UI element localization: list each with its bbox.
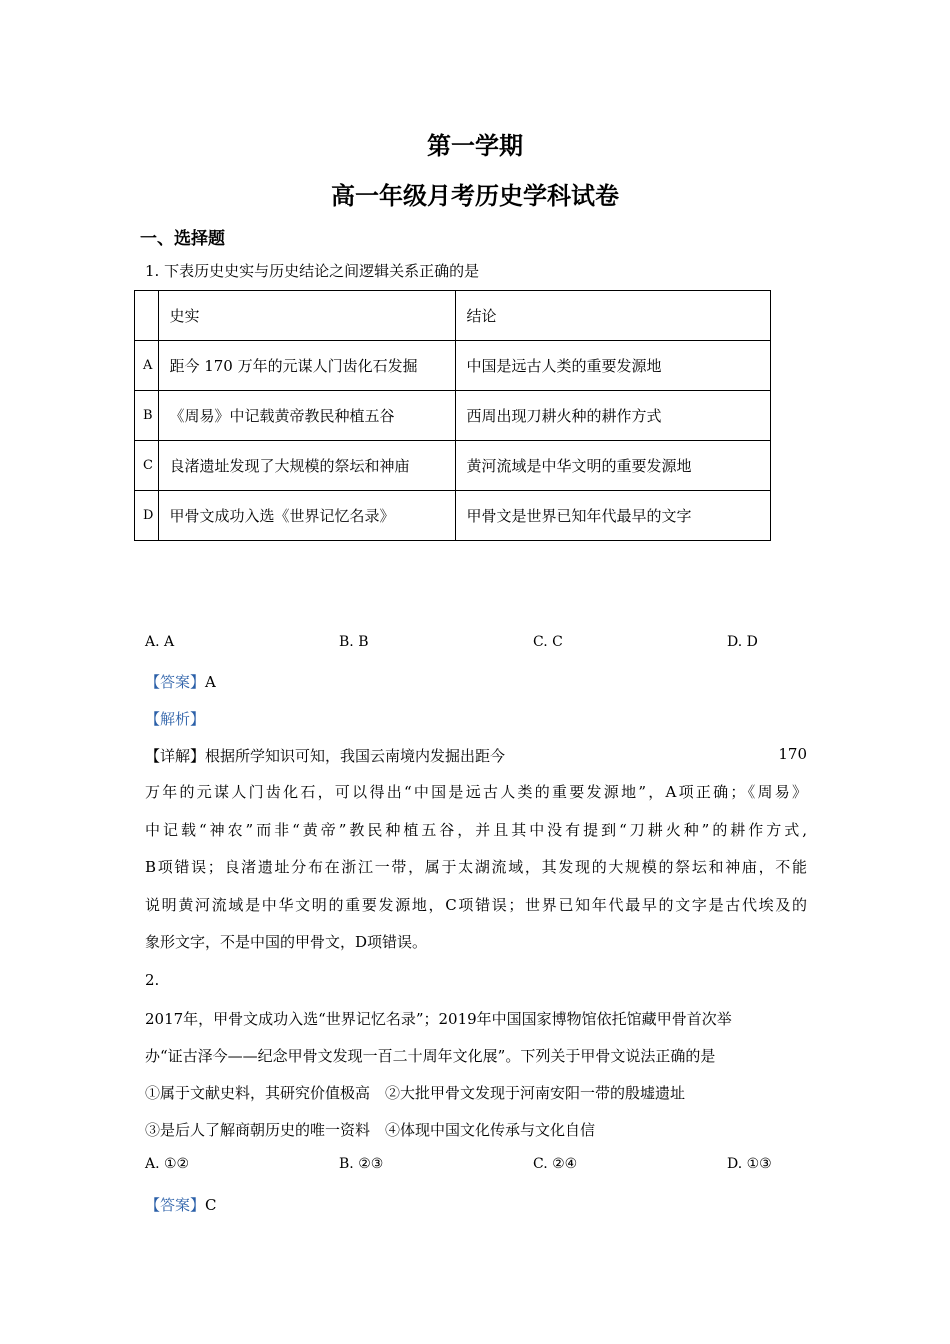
row-fact: 甲骨文成功入选《世界记忆名录》 (159, 491, 456, 541)
answer-tag: 【答案】 (145, 673, 206, 691)
section-title: 一、选择题 (140, 229, 225, 249)
row-key: B (135, 391, 159, 441)
exam-title: 高一年级月考历史学科试卷 (331, 181, 619, 210)
q2-option-d: D. ①③ (727, 1156, 772, 1172)
analysis-tag: 【解析】 (145, 710, 206, 728)
q1-table (134, 290, 771, 541)
row-fact: 《周易》中记载黄帝教民种植五谷 (159, 391, 456, 441)
q1-stem: 1. 下表历史史实与历史结论之间逻辑关系正确的是 (145, 262, 480, 280)
q2-answer (145, 1194, 217, 1215)
detail-line: 万年的元谋人门齿化石，可以得出“中国是远古人类的重要发源地”，A项正确；《周易》 (145, 783, 807, 801)
page-title: 第一学期 (427, 131, 523, 160)
q1-option-a: A. A (145, 634, 175, 650)
row-key: C (135, 441, 159, 491)
row-key: A (135, 341, 159, 391)
table-header-fact: 史实 (159, 291, 456, 341)
q2-items-line1: ①属于文献史料，其研究价值极高 ②大批甲骨文发现于河南安阳一带的殷墟遗址 (145, 1084, 686, 1102)
answer-value: C (205, 1196, 217, 1214)
detail-line: 象形文字，不是中国的甲骨文，D项错误。 (145, 933, 428, 952)
table-row (135, 391, 771, 441)
answer-tag: 【答案】 (145, 1196, 206, 1214)
detail-line: 说明黄河流域是中华文明的重要发源地，C项错误；世界已知年代最早的文字是古代埃及的 (145, 895, 807, 914)
detail-number: 170 (778, 745, 807, 763)
q1-detail-body (145, 774, 807, 962)
table-header-conclusion: 结论 (456, 291, 771, 341)
table-corner-cell (135, 291, 159, 341)
row-conclusion: 西周出现刀耕火种的耕作方式 (456, 391, 771, 441)
q1-option-c: C. C (533, 634, 563, 650)
row-fact: 距今 170 万年的元谋人门齿化石发掘 (159, 341, 456, 391)
q2-stem-line2: 办“证古泽今——纪念甲骨文发现一百二十周年文化展”。下列关于甲骨文说法正确的是 (145, 1047, 716, 1065)
q1-detail-first-line (145, 745, 505, 766)
q1-option-b: B. B (339, 634, 369, 650)
q1-analysis-label (145, 708, 205, 729)
detail-text: 根据所学知识可知，我国云南境内发掘出距今 (205, 747, 506, 765)
q2-number: 2. (145, 971, 160, 989)
answer-value: A (205, 673, 216, 691)
row-conclusion: 甲骨文是世界已知年代最早的文字 (456, 491, 771, 541)
q2-option-a: A. ①② (145, 1156, 190, 1172)
q2-option-b: B. ②③ (339, 1156, 384, 1172)
table-row (135, 441, 771, 491)
detail-line: 中记载“神农”而非“黄帝”教民种植五谷，并且其中没有提到“刀耕火种”的耕作方式, (145, 820, 807, 839)
row-conclusion: 中国是远古人类的重要发源地 (456, 341, 771, 391)
row-key: D (135, 491, 159, 541)
q2-items-line2: ③是后人了解商朝历史的唯一资料 ④体现中国文化传承与文化自信 (145, 1121, 596, 1139)
detail-tag: 【详解】 (145, 747, 206, 765)
q1-option-d: D. D (727, 634, 758, 650)
q2-option-c: C. ②④ (533, 1156, 578, 1172)
q2-stem-line1: 2017年，甲骨文成功入选“世界记忆名录”；2019年中国国家博物馆依托馆藏甲骨首次举 (145, 1010, 732, 1028)
table-row (135, 491, 771, 541)
row-fact: 良渚遗址发现了大规模的祭坛和神庙 (159, 441, 456, 491)
q1-answer (145, 671, 216, 692)
detail-line: B项错误；良渚遗址分布在浙江一带，属于太湖流域，其发现的大规模的祭坛和神庙，不能 (145, 858, 807, 877)
row-conclusion: 黄河流域是中华文明的重要发源地 (456, 441, 771, 491)
table-row (135, 341, 771, 391)
table-header-row (135, 291, 771, 341)
